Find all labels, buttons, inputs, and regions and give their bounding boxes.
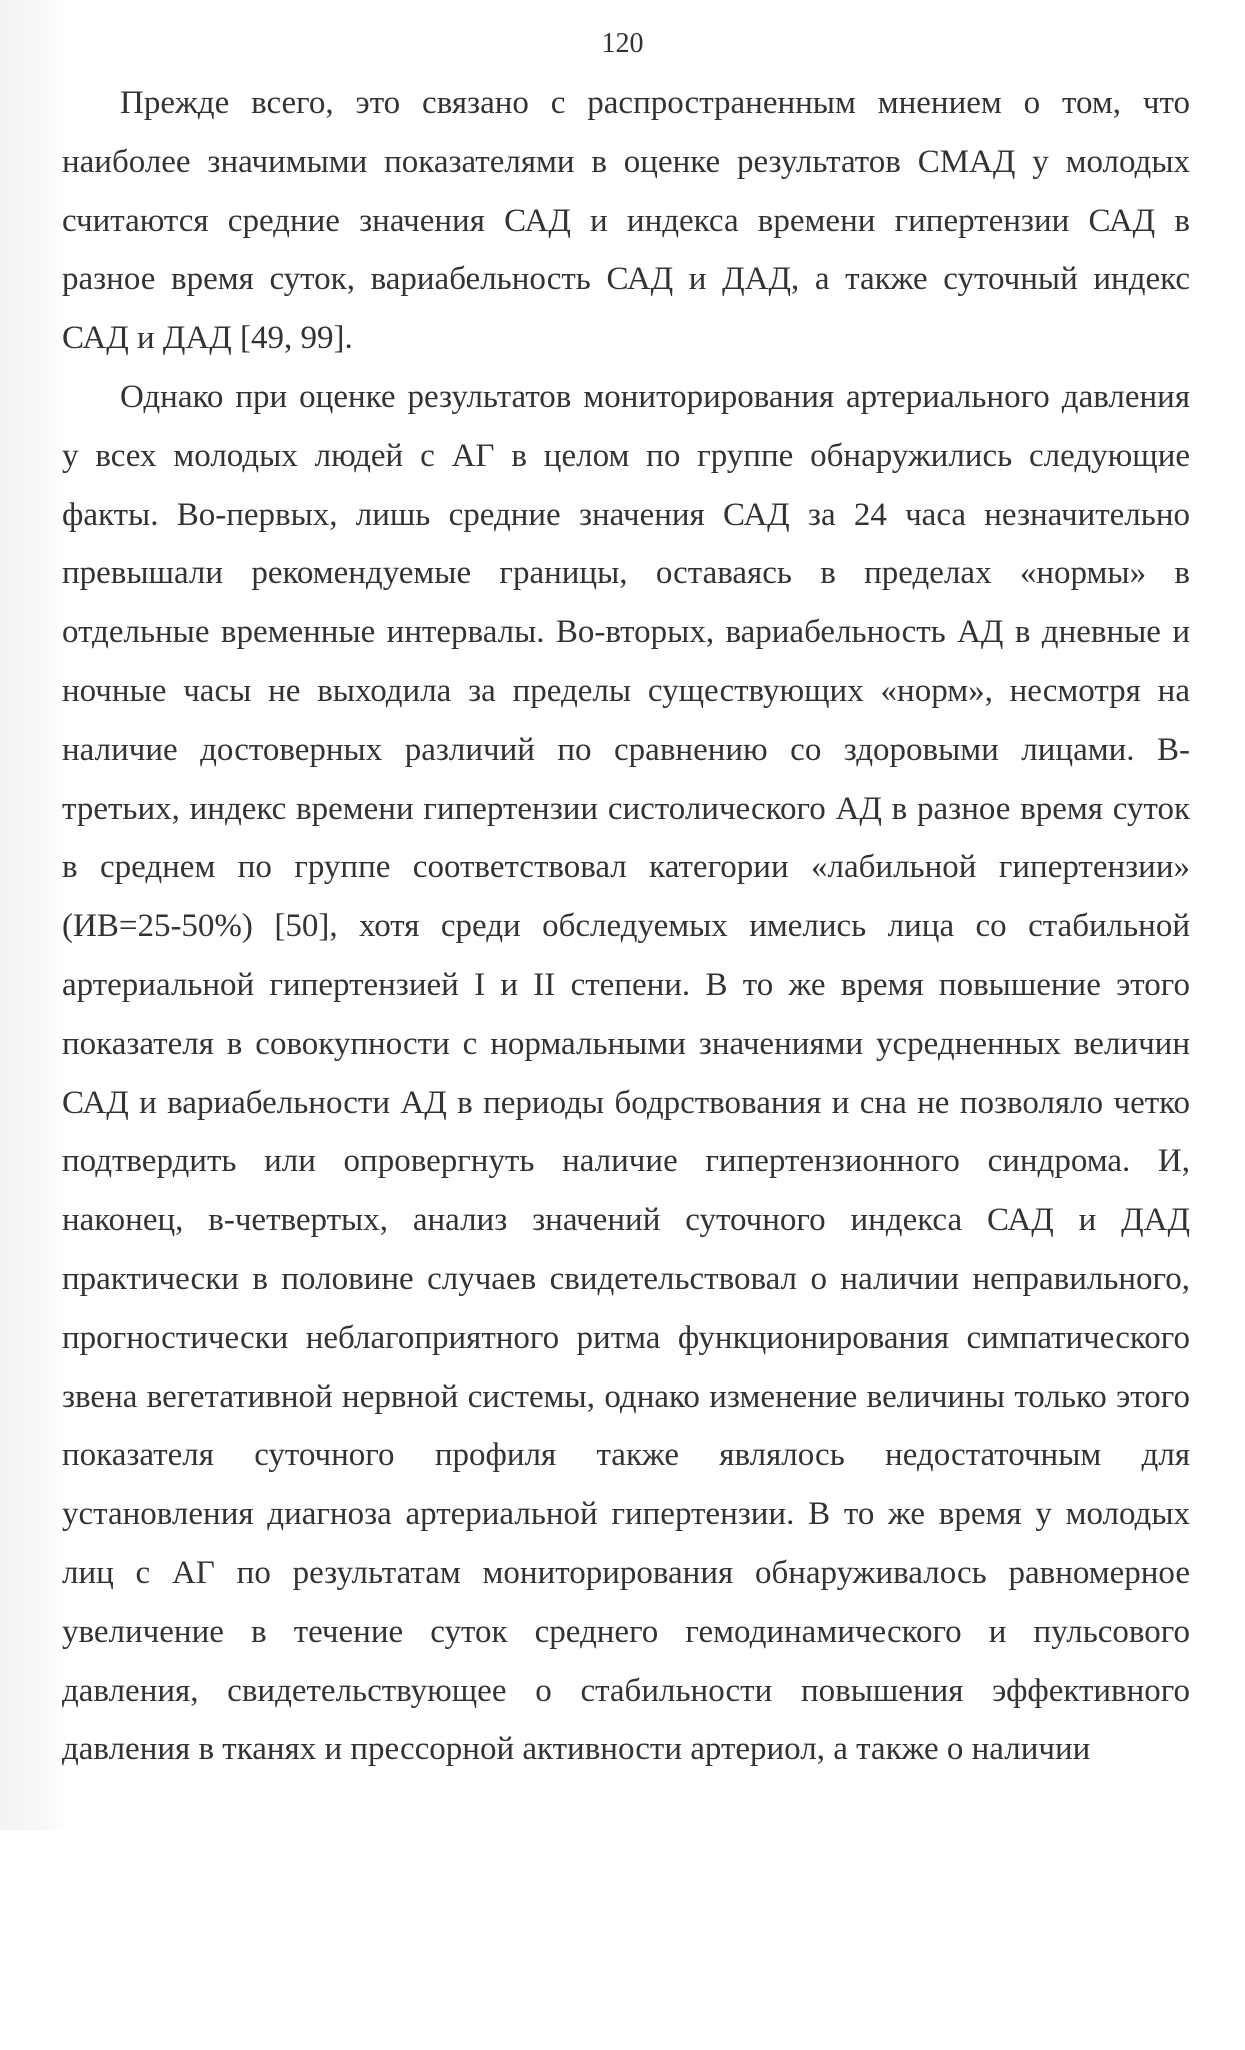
paragraph-2: Однако при оценке результатов мониторирования артериального давления у всех молодых людей с АГ в целом по группе обнаружились следующие факты. Во-первых, лишь средние значения САД за 24 часа незначительно превышали рекомендуемые границы, оставаясь в пределах «нормы» в отдельные временные интервалы. Во-вторых, вариабельность АД в дневные и ночные часы не выходила за пределы существующих «норм», несмотря на наличие достоверных различий по сравнению со здоровыми лицами. В-третьих, индекс времени гипертензии систолического АД в разное время суток в среднем по группе соответствовал категории «лабильной гипертензии» (ИВ=25-50%) [50], хотя среди обследуемых имелись лица со стабильной артериальной гипертензией I и II степени. В то же время повышение этого показателя в совокупности с нормальными значениями усредненных величин САД и вариабельности АД в периоды бодрствования и сна не позволяло четко подтвердить или опровергнуть наличие гипертензионного синдрома. И, наконец, в-четвертых, анализ значений суточного индекса САД и ДАД практически в половине случаев свидетельствовал о наличии неправильного, прогностически неблагоприятного ритма функционирования симпатического звена вегетативной нервной системы, однако изменение величины только этого показателя суточного профиля также являлось недостаточным для установления диагноза артериальной гипертензии. В то же время у молодых лиц с АГ по результатам мониторирования обнаруживалось равномерное увеличение в течение суток среднего гемодинамического и пульсового давления, свидетельствующее о стабильности повышения эффективного давления в тканях и прессорной активности артериол, а также о наличии — [62, 378, 1190, 1768]
scan-shadow — [0, 0, 70, 1830]
body-text — [62, 74, 1190, 1779]
page-number: 120 — [601, 28, 644, 59]
paragraph-1: Прежде всего, это связано с распространенным мнением о том, что наиболее значимыми показателями в оценке результатов СМАД у молодых считаются средние значения САД и индекса времени гипертензии САД в разное время суток, вариабельность САД и ДАД, а также суточный индекс САД и ДАД [49, 99]. — [62, 85, 1190, 357]
